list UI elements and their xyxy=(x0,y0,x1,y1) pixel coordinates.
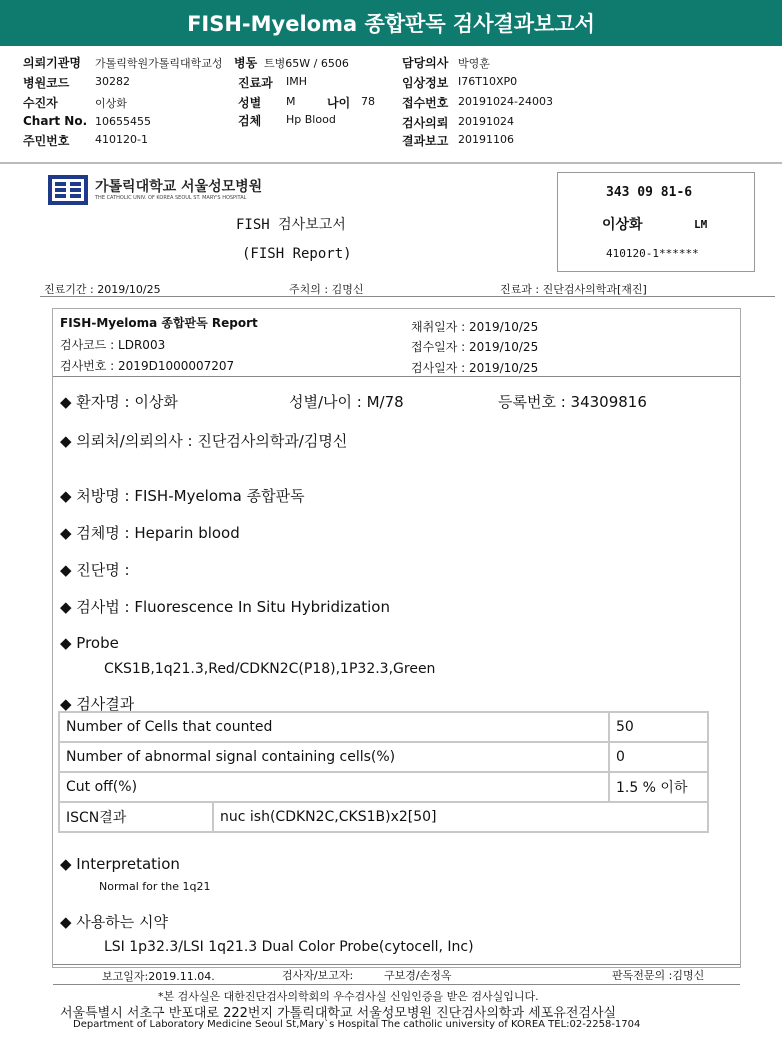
footer-mid-divider xyxy=(53,984,740,985)
field-sex-age: 성별/나이 : M/78 xyxy=(289,393,404,411)
value-dept: IMH xyxy=(286,75,308,88)
field-referral: ◆ 의뢰처/의뢰의사 : 진단검사의학과/김명신 xyxy=(60,432,348,450)
test-number: 검사번호 : 2019D1000007207 xyxy=(60,359,235,373)
label-dept: 진료과 xyxy=(238,76,273,90)
label-hospital-code: 병원코드 xyxy=(23,76,70,90)
iscn-label: ISCN결과 xyxy=(59,802,213,832)
visit-dept: 진료과 : 진단검사의학과[재진] xyxy=(500,283,647,296)
value-clinical: I76T10XP0 xyxy=(458,75,518,88)
footer-tester-names: 구보경/손정옥 xyxy=(384,969,452,982)
label-report-date: 결과보고 xyxy=(402,134,449,148)
result-value-abnormal: 0 xyxy=(609,742,708,772)
result-label-cells: Number of Cells that counted xyxy=(59,712,609,742)
table-row xyxy=(59,772,708,802)
table-row xyxy=(59,802,708,832)
field-prescription: ◆ 처방명 : FISH-Myeloma 종합판독 xyxy=(60,487,305,505)
page-title xyxy=(0,0,782,46)
results-table xyxy=(58,711,709,833)
value-chart-no: 10655455 xyxy=(95,115,151,128)
footer-top-divider xyxy=(53,964,740,965)
visit-divider xyxy=(40,296,775,297)
report-head-divider xyxy=(53,376,740,377)
field-specimen: ◆ 검체명 : Heparin blood xyxy=(60,524,240,542)
label-accession: 접수번호 xyxy=(402,96,449,110)
footer-report-date: 보고일자:2019.11.04. xyxy=(102,970,215,983)
patient-box-code: LM xyxy=(694,218,708,231)
test-code: 검사코드 : LDR003 xyxy=(60,338,166,352)
field-probe-value: CKS1B,1q21.3,Red/CDKN2C(P18),1P32.3,Green xyxy=(104,661,436,677)
label-clinical: 임상정보 xyxy=(402,76,449,90)
value-institution: 가톨릭학원가톨릭대학교성 xyxy=(95,57,223,70)
footer-address: 서울특별시 서초구 반포대로 222번지 가톨릭대학교 서울성모병원 진단검사의학과 세포유전검사실 xyxy=(60,1006,617,1021)
value-doctor: 박영훈 xyxy=(458,57,490,70)
label-specimen: 검체 xyxy=(238,114,262,128)
attending-doctor: 주치의 : 김명신 xyxy=(289,283,364,296)
label-chart-no: Chart No. xyxy=(23,114,88,128)
result-label-abnormal: Number of abnormal signal containing cells(%) xyxy=(59,742,609,772)
value-resident-no: 410120-1 xyxy=(95,133,148,146)
label-patient: 수진자 xyxy=(23,96,58,110)
label-institution: 의뢰기관명 xyxy=(23,56,81,70)
footer-dept-en: Department of Laboratory Medicine Seoul St,Mary`s Hospital The catholic university of KOREA TEL:02-2258-1704 xyxy=(73,1019,641,1030)
interpretation-label: ◆ Interpretation xyxy=(60,855,180,873)
reagent-label: ◆ 사용하는 시약 xyxy=(60,913,169,931)
label-ward: 병동 xyxy=(234,56,258,70)
field-result-label: ◆ 검사결과 xyxy=(60,695,135,713)
value-hospital-code: 30282 xyxy=(95,75,130,88)
report-document xyxy=(0,164,782,1040)
report-title: FISH 검사보고서 xyxy=(236,217,346,233)
value-report-date: 20191106 xyxy=(458,133,514,146)
visit-date: 진료기간 : 2019/10/25 xyxy=(44,283,161,296)
value-sex: M xyxy=(286,95,296,108)
report-subtitle: (FISH Report) xyxy=(242,246,352,262)
patient-box-id: 410120-1****** xyxy=(606,247,699,260)
footer-reader: 판독전문의 :김명신 xyxy=(612,969,705,982)
value-ward: 트병65W / 6506 xyxy=(264,57,349,70)
footer-note: *본 검사실은 대한진단검사의학회의 우수검사실 신임인증을 받은 검사실입니다. xyxy=(158,990,539,1003)
patient-box-number: 343 09 81-6 xyxy=(606,185,693,200)
interpretation-value: Normal for the 1q21 xyxy=(99,880,211,893)
table-row xyxy=(59,742,708,772)
patient-label-box xyxy=(557,172,755,272)
label-doctor: 담당의사 xyxy=(402,56,449,70)
field-registration: 등록번호 : 34309816 xyxy=(498,393,647,411)
header-info xyxy=(0,46,782,164)
value-patient: 이상화 xyxy=(95,97,127,110)
collection-date: 채취일자 : 2019/10/25 xyxy=(411,320,539,334)
receipt-date: 접수일자 : 2019/10/25 xyxy=(411,340,539,354)
field-probe-label: ◆ Probe xyxy=(60,634,119,652)
value-age: 78 xyxy=(361,95,375,108)
reagent-value: LSI 1p32.3/LSI 1q21.3 Dual Color Probe(cytocell, Inc) xyxy=(104,939,474,955)
label-age: 나이 xyxy=(327,96,351,110)
label-sex: 성별 xyxy=(238,96,262,110)
value-request: 20191024 xyxy=(458,115,514,128)
result-value-cutoff: 1.5 % 이하 xyxy=(609,772,708,802)
title-text: FISH-Myeloma 종합판독 검사결과보고서 xyxy=(187,12,595,36)
report-name: FISH-Myeloma 종합판독 Report xyxy=(60,316,258,330)
label-request: 검사의뢰 xyxy=(402,116,449,130)
field-diagnosis: ◆ 진단명 : xyxy=(60,561,130,579)
test-date: 검사일자 : 2019/10/25 xyxy=(411,361,539,375)
iscn-value: nuc ish(CDKN2C,CKS1B)x2[50] xyxy=(213,802,708,832)
result-label-cutoff: Cut off(%) xyxy=(59,772,609,802)
patient-box-name: 이상화 xyxy=(602,217,643,233)
hospital-name: 가톨릭대학교 서울성모병원 xyxy=(95,179,263,195)
hospital-logo-icon xyxy=(47,174,89,206)
footer-tester-label: 검사자/보고자: xyxy=(282,969,354,982)
value-accession: 20191024-24003 xyxy=(458,95,553,108)
field-patient: ◆ 환자명 : 이상화 xyxy=(60,393,178,411)
table-row xyxy=(59,712,708,742)
value-specimen: Hp Blood xyxy=(286,113,336,126)
label-resident-no: 주민번호 xyxy=(23,134,70,148)
field-method: ◆ 검사법 : Fluorescence In Situ Hybridization xyxy=(60,598,390,616)
result-value-cells: 50 xyxy=(609,712,708,742)
hospital-subname: THE CATHOLIC UNIV. OF KOREA SEOUL ST. MARY'S HOSPITAL xyxy=(95,195,247,201)
